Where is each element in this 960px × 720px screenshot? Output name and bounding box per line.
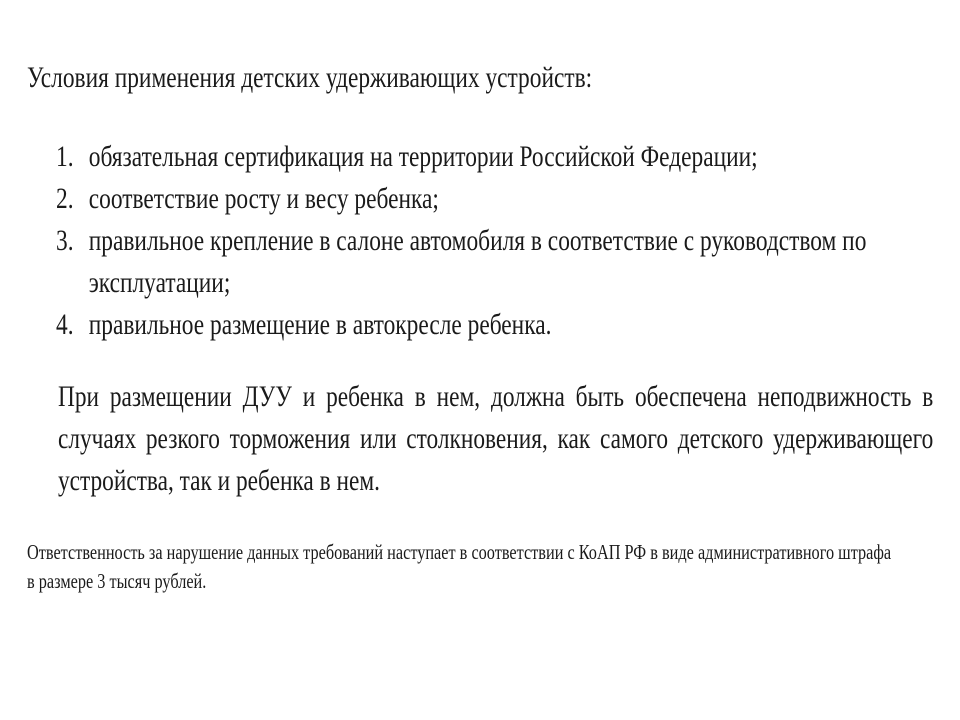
body-paragraph: При размещении ДУУ и ребенка в нем, должна быть обеспечена неподвижность в случаях резкого торможения или столкновения, как самого детского удерживающего устройства, так и ребенка в нем. xyxy=(58,380,934,497)
condition-text: правильное крепление в салоне автомобиля в соответствие с руководством по эксплуатации; xyxy=(88,224,867,299)
condition-number: 2. xyxy=(56,182,74,215)
conditions-list xyxy=(56,136,914,346)
slide-heading: Условия применения детских удерживающих устройств: xyxy=(27,61,593,94)
condition-number: 3. xyxy=(56,224,74,257)
condition-number: 1. xyxy=(56,140,74,173)
condition-item xyxy=(56,136,914,178)
condition-item xyxy=(56,304,914,346)
footnote-text: Ответственность за нарушение данных требований наступает в соответствии с КоАП РФ в виде административного штрафа в размере 3 тысяч рублей. xyxy=(27,540,892,593)
condition-number: 4. xyxy=(56,308,74,341)
condition-text: правильное размещение в автокресле ребенка. xyxy=(88,308,552,341)
condition-item xyxy=(56,178,914,220)
condition-text: обязательная сертификация на территории Российской Федерации; xyxy=(88,140,758,173)
condition-text: соответствие росту и весу ребенка; xyxy=(88,182,439,215)
condition-item xyxy=(56,220,914,304)
